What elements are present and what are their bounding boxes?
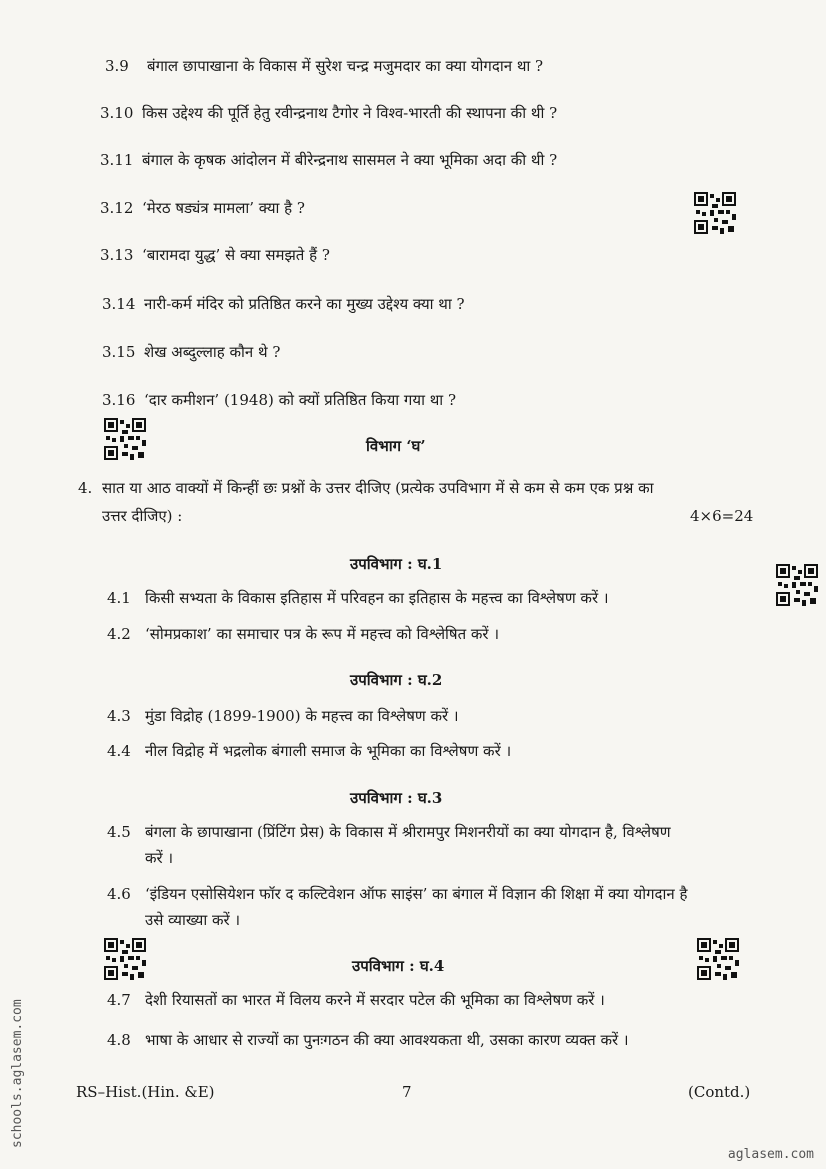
question-number: 3.10 [100,104,134,122]
question-number: 4.5 [107,823,131,841]
question-3-16 [102,390,456,410]
question-4-5-continued: करें । [145,849,174,867]
instruction-line-1: सात या आठ वाक्यों में किन्हीं छः प्रश्नों के उत्तर दीजिए (प्रत्येक उपविभाग में से कम से कम एक प्रश्न का [102,479,654,497]
question-4-8 [107,1030,629,1050]
qr-code-icon [694,192,736,234]
question-4-3 [107,706,459,726]
question-number: 3.12 [100,199,134,217]
subsection-title: उपविभाग : घ.4 [352,957,445,975]
question-text: ‘दार कमीशन’ (1948) को क्यों प्रतिष्ठित किया गया था ? [144,391,457,409]
question-text: नील विद्रोह में भद्रलोक बंगाली समाज के भूमिका का विश्लेषण करें । [145,742,512,760]
question-3-9 [105,56,543,76]
question-number: 3.15 [102,343,136,361]
question-text: भाषा के आधार से राज्यों का पुनःगठन की क्या आवश्यकता थी, उसका कारण व्यक्त करें । [145,1031,629,1049]
continued-label: (Contd.) [688,1083,751,1101]
question-4-2 [107,624,499,644]
question-text: मुंडा विद्रोह (1899-1900) के महत्त्व का विश्लेषण करें । [145,707,459,725]
question-text: ‘मेरठ षड्यंत्र मामला’ क्या है ? [142,199,305,217]
question-number: 3.16 [102,391,136,409]
question-number: 3.14 [102,295,136,313]
question-number: 4.7 [107,991,131,1009]
question-4-6 [107,884,687,904]
paper-code: RS–Hist.(Hin. &E) [76,1083,215,1101]
question-text: बंगाल छापाखाना के विकास में सुरेश चन्द्र मजुमदार का क्या योगदान था ? [147,57,544,75]
question-number: 3.11 [100,151,134,169]
question-text: किस उद्देश्य की पूर्ति हेतु रवीन्द्रनाथ टैगोर ने विश्व-भारती की स्थापना की थी ? [142,104,558,122]
question-number: 3.13 [100,246,134,264]
subsection-title: उपविभाग : घ.3 [350,789,443,807]
question-number: 4.3 [107,707,131,725]
qr-code-icon [104,418,146,460]
question-text: शेख अब्दुल्लाह कौन थे ? [144,343,281,361]
question-text: किसी सभ्यता के विकास इतिहास में परिवहन का इतिहास के महत्त्व का विश्लेषण करें । [145,589,609,607]
question-text: ‘बारामदा युद्ध’ से क्या समझते हैं ? [142,246,330,264]
question-3-15 [102,342,280,362]
question-number: 3.9 [105,57,129,75]
question-4-6-continued: उसे व्याख्या करें । [145,911,241,929]
page-number: 7 [402,1083,412,1101]
question-number: 4.1 [107,589,131,607]
question-text: देशी रियासतों का भारत में विलय करने में सरदार पटेल की भूमिका का विश्लेषण करें । [145,991,605,1009]
question-4-instruction [78,478,653,498]
subsection-title: उपविभाग : घ.1 [350,555,443,573]
question-3-10 [100,103,557,123]
question-3-13 [100,245,330,265]
question-text: बंगाल के कृषक आंदोलन में बीरेन्द्रनाथ सासमल ने क्या भूमिका अदा की थी ? [142,151,558,169]
question-number: 4.8 [107,1031,131,1049]
question-text: बंगला के छापाखाना (प्रिंटिंग प्रेस) के विकास में श्रीरामपुर मिशनरीयों का क्या योगदान है, विश्लेषण [145,823,671,841]
question-number: 4.6 [107,885,131,903]
question-number: 4.4 [107,742,131,760]
question-number: 4. [78,479,93,497]
subsection-title: उपविभाग : घ.2 [350,671,443,689]
qr-code-icon [776,564,818,606]
side-watermark: schools.aglasem.com [10,999,25,1148]
instruction-line-2: उत्तर दीजिए) : [102,507,183,525]
question-3-14 [102,294,465,314]
question-text: नारी-कर्म मंदिर को प्रतिष्ठित करने का मुख्य उद्देश्य क्या था ? [144,295,465,313]
question-text: ‘इंडियन एसोसियेशन फॉर द कल्टिवेशन ऑफ साइंस’ का बंगाल में विज्ञान की शिक्षा में क्या योगदान है [145,885,688,903]
bottom-watermark: aglasem.com [727,1147,814,1162]
qr-code-icon [697,938,739,980]
question-4-4 [107,741,511,761]
question-4-7 [107,990,605,1010]
question-4-5 [107,822,671,842]
question-4-1 [107,588,609,608]
question-number: 4.2 [107,625,131,643]
question-3-12 [100,198,305,218]
qr-code-icon [104,938,146,980]
question-text: ‘सोमप्रकाश’ का समाचार पत्र के रूप में महत्त्व को विश्लेषित करें । [145,625,500,643]
section-d-title: विभाग ‘घ’ [366,437,426,455]
question-3-11 [100,150,557,170]
marks: 4×6=24 [690,507,754,525]
